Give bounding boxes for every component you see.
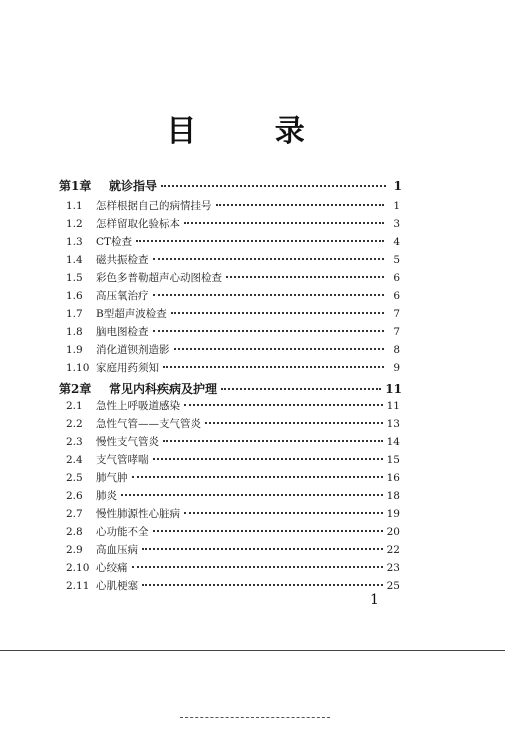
toc-page: 15 [386,454,400,466]
toc-title: 消化道钡剂造影 [96,344,170,356]
toc-page: 16 [386,472,400,484]
toc-title: 心肌梗塞 [96,580,138,592]
toc-row [66,360,400,376]
toc-title: 慢性肺源性心脏病 [96,508,180,520]
dot-leader [216,203,385,206]
toc-row [66,416,400,432]
page-number: 1 [370,592,379,608]
toc-page: 7 [393,326,400,338]
toc-row [66,234,400,250]
dot-leader [136,239,384,242]
toc-row [66,578,400,594]
toc-number: 1.5 [66,272,83,284]
toc-row [66,216,400,232]
toc-page: 20 [386,526,400,538]
toc-number: 2.10 [66,562,90,574]
toc-row [66,560,400,576]
toc-page: 13 [386,418,400,430]
toc-row [59,380,402,396]
toc-number: 1.7 [66,308,83,320]
toc-number: 第1章 [59,179,92,193]
toc-number: 2.7 [66,508,83,520]
toc-number: 1.8 [66,326,83,338]
dot-leader [153,257,385,260]
dot-leader [184,511,383,514]
toc-row [66,342,400,358]
toc-title: 怎样留取化验标本 [96,218,180,230]
toc-page: 14 [386,436,400,448]
dot-leader [171,311,384,314]
toc-page: 11 [386,400,400,412]
toc-number: 1.9 [66,344,83,356]
toc-title: CT检查 [96,236,133,248]
dot-leader [132,565,383,568]
dot-leader [163,365,384,368]
toc-row [66,306,400,322]
toc-title: 心绞痛 [96,562,128,574]
toc-title: 肺气肿 [96,472,128,484]
toc-page: 8 [393,344,400,356]
toc-title: 脑电图检查 [96,326,149,338]
toc-number: 1.6 [66,290,83,302]
toc-row [66,524,400,540]
toc-title: 磁共振检查 [96,254,149,266]
toc-number: 2.6 [66,490,83,502]
toc-title: 心功能不全 [96,526,149,538]
toc-row [66,542,400,558]
dot-leader [174,347,385,350]
toc-page: 22 [386,544,400,556]
dot-leader [153,529,383,532]
dot-leader [153,457,383,460]
toc-page: 7 [393,308,400,320]
toc-title: B型超声波检查 [96,308,167,320]
toc-page: 4 [393,236,400,248]
toc-number: 2.8 [66,526,83,538]
toc-row [66,434,400,450]
toc-number: 2.5 [66,472,83,484]
dot-leader [205,421,383,424]
toc-row [66,252,400,268]
toc-number: 2.2 [66,418,83,430]
dot-leader [184,221,384,224]
dot-leader [153,293,385,296]
toc-title: 支气管哮喘 [96,454,149,466]
toc-number: 第2章 [59,382,92,396]
dot-leader [221,387,381,390]
toc-title: 家庭用药须知 [96,362,159,374]
toc-row [66,488,400,504]
dot-leader [153,329,385,332]
toc-page: 6 [393,290,400,302]
toc-page: 1 [393,179,402,193]
toc-title: 肺炎 [96,490,117,502]
toc-page: 3 [393,218,400,230]
toc-row [66,288,400,304]
dot-leader [163,439,383,442]
toc-number: 1.3 [66,236,83,248]
dot-leader [161,184,386,187]
dot-leader [132,475,383,478]
toc-row [66,470,400,486]
toc-row [66,398,400,414]
toc-number: 2.3 [66,436,83,448]
toc-page: 18 [386,490,400,502]
toc-title: 彩色多普勒超声心动图检查 [96,272,222,284]
toc-title: 慢性支气管炎 [96,436,159,448]
toc-title: 常见内科疾病及护理 [109,382,218,396]
toc-page: 11 [385,382,402,396]
toc-title: 高压氧治疗 [96,290,149,302]
dot-leader [121,493,383,496]
toc-row [66,324,400,340]
toc-number: 1.10 [66,362,90,374]
toc-page: 19 [386,508,400,520]
dot-leader [142,547,383,550]
dot-leader [142,583,383,586]
toc-page: 6 [393,272,400,284]
toc-row [59,177,402,193]
toc-number: 2.11 [66,580,90,592]
toc-title: 就诊指导 [109,179,158,193]
toc-row [66,270,400,286]
toc-number: 1.4 [66,254,83,266]
toc-title: 怎样根据自己的病情挂号 [96,200,212,212]
toc-row [66,198,400,214]
divider-line [180,716,330,718]
toc-page: 23 [386,562,400,574]
toc-row [66,452,400,468]
toc-page: 1 [393,200,400,212]
toc-row [66,506,400,522]
toc-number: 2.9 [66,544,83,556]
toc-title: 高血压病 [96,544,138,556]
toc-title: 急性上呼吸道感染 [96,400,180,412]
toc-number: 1.1 [66,200,83,212]
toc-page: 9 [393,362,400,374]
toc-page: 5 [393,254,400,266]
toc-number: 1.2 [66,218,83,230]
toc-number: 2.1 [66,400,83,412]
toc-page: 25 [386,580,400,592]
divider-line [0,650,505,651]
page-title: 目 录 [166,114,339,149]
toc-number: 2.4 [66,454,83,466]
dot-leader [226,275,384,278]
toc-title: 急性气管——支气管炎 [96,418,201,430]
dot-leader [184,403,383,406]
